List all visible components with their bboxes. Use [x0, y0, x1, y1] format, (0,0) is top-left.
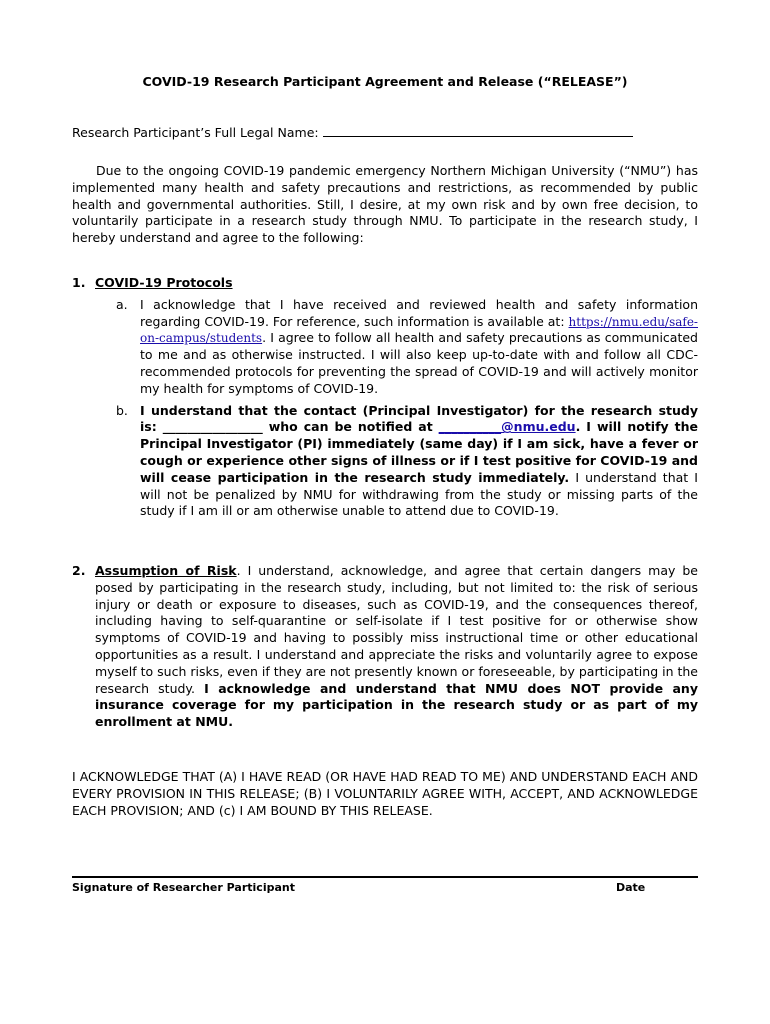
safe-on-campus-link[interactable]: https://nmu.edu/safe-on-campus/students — [140, 314, 698, 346]
pi-name-blank[interactable]: ________________ — [162, 419, 263, 435]
item-letter: b. — [116, 402, 128, 418]
participant-name-label: Research Participant’s Full Legal Name: — [72, 125, 319, 140]
item-b-bold-3: . I will notify the Principal Investigator (PI) immediately (same day) if I am sick, have a fever or cough or experience other signs of illness or if I test positive for COVID-19 and will cease participation in the research study immediately. — [140, 419, 698, 485]
date-label: Date — [616, 881, 646, 894]
section-number: 1. — [72, 275, 86, 290]
item-a — [116, 296, 698, 398]
intro-paragraph — [72, 163, 698, 247]
section-title: Assumption of Risk — [95, 563, 237, 578]
section-covid-protocols — [72, 275, 698, 520]
acknowledgement-paragraph: I ACKNOWLEDGE THAT (A) I HAVE READ (OR HAVE HAD READ TO ME) AND UNDERSTAND EACH AND EVERY PROVISION IN THIS RELEASE; (B) I VOLUNTARILY AGREE WITH, ACCEPT, AND ACKNOWLEDGE EACH PROVISION; AND (c) I AM BOUND BY THIS RELEASE. — [72, 769, 698, 818]
pi-email-link[interactable]: __________@nmu.edu — [438, 419, 576, 435]
section-assumption-of-risk — [72, 563, 698, 731]
item-b-text: I understand that I will not be penalized by NMU for withdrawing from the study or missing parts of the study if I am ill or am otherwise unable to attend due to COVID-19. — [140, 469, 698, 519]
item-b-bold-2: who can be notified at — [262, 419, 439, 435]
item-a-text-cont: . I agree to follow all health and safety precautions as communicated to me and as otherwise instructed. I will also keep up-to-date with and follow all CDC-recommended protocols for preventing the spread of COVID-19 and will actively monitor my health for symptoms of COVID-19. — [140, 330, 698, 396]
section-title: COVID-19 Protocols — [95, 275, 233, 290]
item-b — [116, 402, 698, 521]
item-a-text: I acknowledge that I have received and reviewed health and safety information regarding COVID-19. For reference, such information is available at: — [140, 296, 698, 329]
item-b-bold-1: I understand that the contact (Principal Investigator) for the research study is: — [140, 402, 698, 435]
intro-text: Due to the ongoing COVID-19 pandemic emergency Northern Michigan University (“NMU”) has implemented many health and safety precautions and restrictions, as recommended by public health and governmental authorities. Still, I desire, at my own risk and by own free decision, to voluntarily participate in a research study through NMU. To participate in the research study, I hereby understand and agree to the following: — [72, 163, 698, 246]
signature-label: Signature of Researcher Participant — [72, 881, 295, 894]
signature-line[interactable] — [72, 876, 698, 878]
section-2-bold-text: I acknowledge and understand that NMU does NOT provide any insurance coverage for my participation in the research study or as part of my enrollment at NMU. — [95, 680, 698, 730]
section-number: 2. — [72, 563, 86, 578]
document-title: COVID-19 Research Participant Agreement and Release (“RELEASE”) — [142, 74, 628, 89]
participant-name-blank[interactable] — [323, 124, 633, 137]
participant-name-row — [72, 124, 633, 140]
item-letter: a. — [116, 296, 128, 312]
section-2-text: . I understand, acknowledge, and agree that certain dangers may be posed by participating in the research study, including, but not limited to: the risk of serious injury or death or exposure to diseases, such as COVID-19, and the consequences thereof, including having to self-quarantine or self-isolate if I test positive for or otherwise show symptoms of COVID-19 and having to possibly miss instructional time or other educational opportunities as a result. I understand and appreciate the risks and voluntarily agree to expose myself to such risks, even if they are not presently known or foreseeable, by participating in the research study. — [95, 563, 698, 696]
